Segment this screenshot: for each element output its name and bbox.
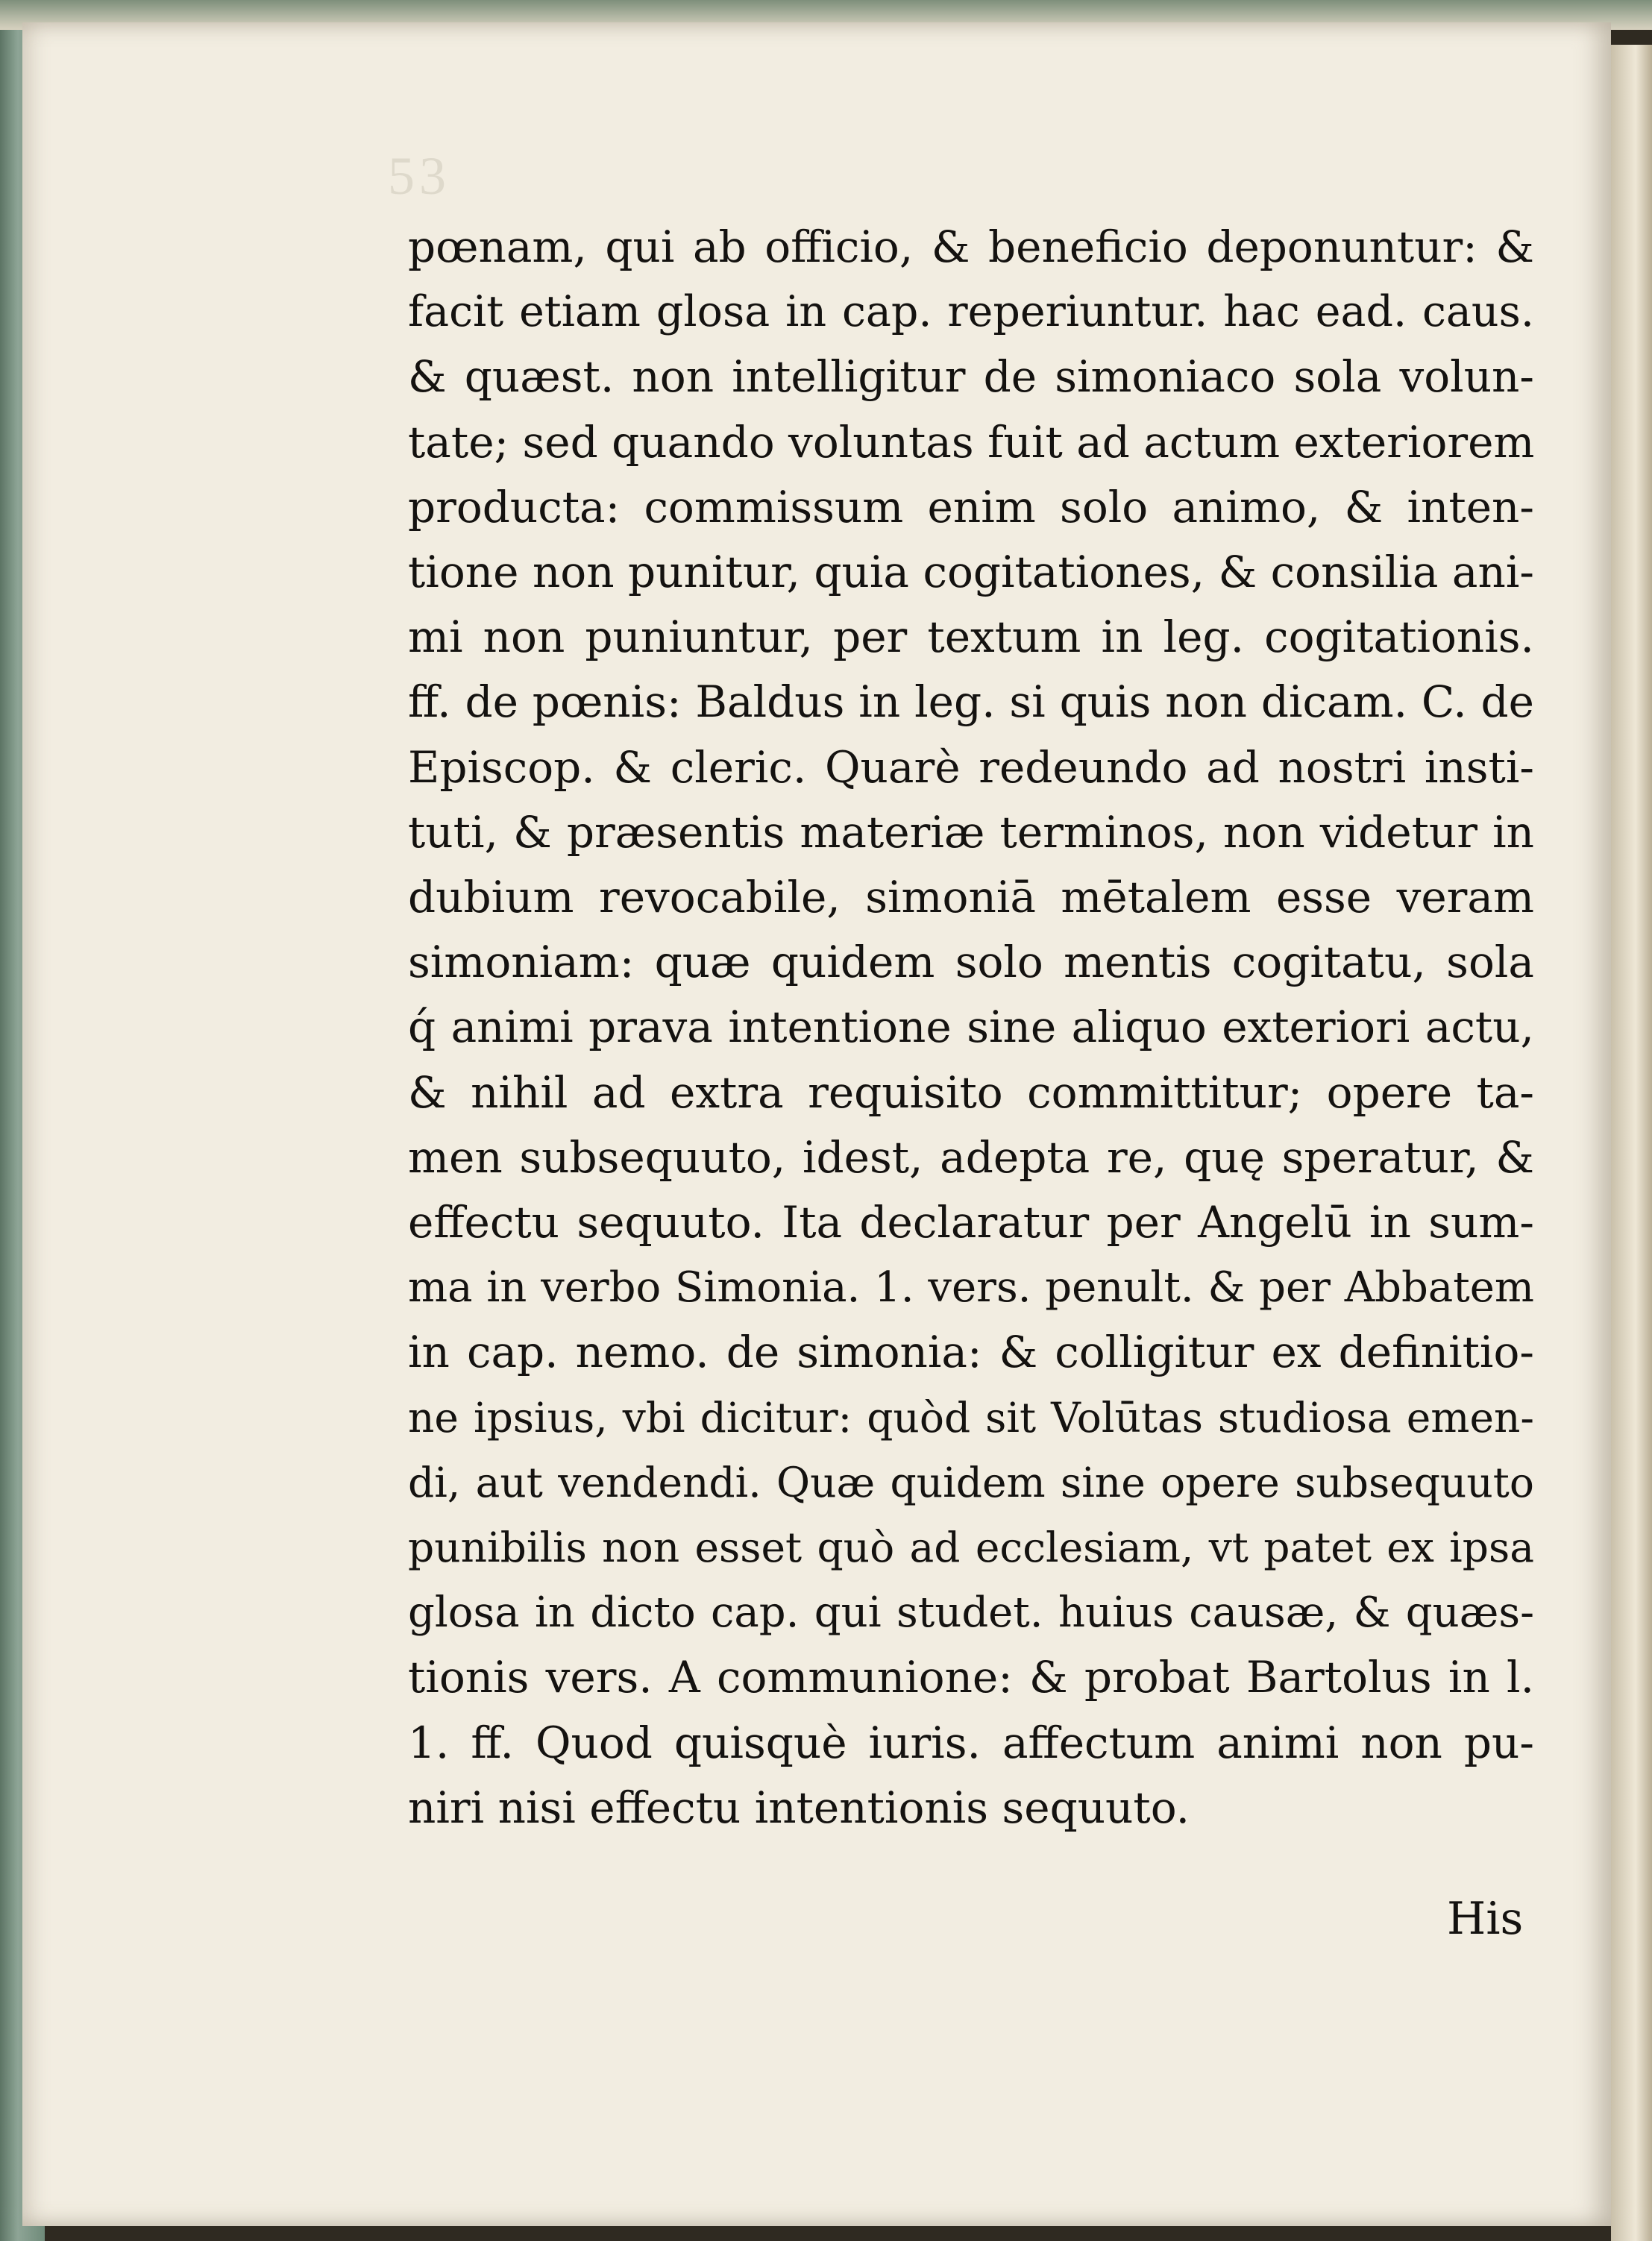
text-line: q́ animi prava intentione sine aliquo exteriori actu, [408,1002,1534,1053]
text-line: di, aut vendendi. Quæ quidem sine opere subsequuto [408,1458,1534,1506]
text-line: & quæst. non intelligitur de simoniaco sola volun- [408,351,1534,403]
adjacent-page-edge [1611,45,1652,2241]
text-block [408,215,1534,1841]
text-line: niri nisi effectu intentionis sequuto. [408,1782,1190,1833]
text-line: men subsequuto, idest, adepta re, quę speratur, & [408,1131,1534,1183]
text-line: tate; sed quando voluntas fuit ad actum exteriorem [408,416,1535,468]
text-line: tionis vers. A communione: & probat Bartolus in l. [408,1652,1534,1703]
text-line: ma in verbo Simonia. 1. vers. penult. & per Abbatem [408,1263,1534,1313]
text-line: tuti, & præsentis materiæ terminos, non videtur in [408,806,1534,858]
text-line: & nihil ad extra requisito committitur; opere ta- [408,1066,1534,1118]
text-line: tione non punitur, quia cogitationes, & consilia ani- [408,547,1534,598]
text-line: Episcop. & cleric. Quarè redeundo ad nostri insti- [408,741,1534,793]
text-line: punibilis non esset quò ad ecclesiam, vt patet ex ipsa [408,1524,1534,1572]
text-line: mi non puniuntur, per textum in leg. cogitationis. [408,612,1534,663]
text-line: 1. ff. Quod quisquè iuris. affectum animi non pu- [408,1717,1534,1768]
show-through-ink: 53 [388,146,450,206]
text-line: pœnam, qui ab officio, & beneficio deponuntur: & [408,221,1534,272]
text-line: ne ipsius, vbi dicitur: quòd sit Volūtas studiosa emen- [408,1393,1534,1442]
text-line: facit etiam glosa in cap. reperiuntur. hac ead. caus. [408,287,1534,337]
text-line: producta: commissum enim solo animo, & inten- [408,481,1534,532]
catchword: His [1447,1893,1524,1945]
text-line: simoniam: quæ quidem solo mentis cogitatu, sola [408,937,1534,988]
text-line: in cap. nemo. de simonia: & colligitur ex definitio- [408,1327,1534,1378]
text-line: glosa in dicto cap. qui studet. huius causæ, & quæs- [408,1588,1534,1638]
text-line: ff. de pœnis: Baldus in leg. si quis non dicam. C. de [408,676,1534,728]
text-line: dubium revocabile, simoniā mētalem esse veram [408,872,1534,923]
text-line: effectu sequuto. Ita declaratur per Angelū in sum- [408,1197,1534,1248]
